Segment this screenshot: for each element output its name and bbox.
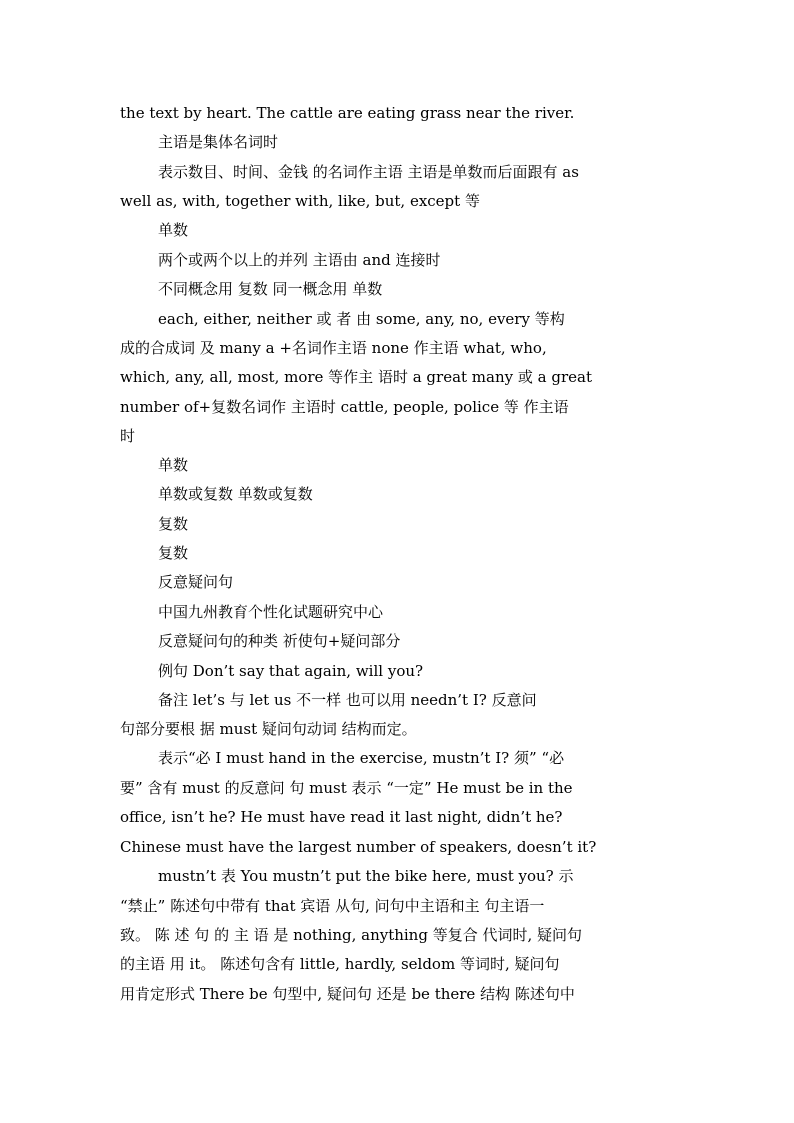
text-line-5: 单数 (158, 221, 189, 239)
text-line-22: 句部分要根 据 must 疑问句动词 结构而定。 (120, 720, 417, 738)
text-line-20: 例句 Don’t say that again, will you? (158, 662, 424, 680)
text-line-16: 复数 (158, 544, 189, 562)
text-line-24: 要” 含有 must 的反意问 句 must 表示 “一定” He must be in the (120, 779, 573, 797)
text-line-12: 时 (120, 427, 136, 445)
text-line-30: 的主语 用 it。 陈述句含有 little, hardly, seldom 等词时, 疑问句 (120, 955, 560, 973)
text-line-18: 中国九州教育个性化试题研究中心 (158, 603, 384, 621)
text-line-15: 复数 (158, 515, 189, 533)
text-line-31: 用肯定形式 There be 句型中, 疑问句 还是 be there 结构 陈述句中 (120, 985, 575, 1003)
text-line-4: well as, with, together with, like, but, except 等 (120, 192, 480, 210)
text-line-6: 两个或两个以上的并列 主语由 and 连接时 (158, 251, 441, 269)
text-line-13: 单数 (158, 456, 189, 474)
text-line-9: 成的合成词 及 many a +名词作主语 none 作主语 what, who, (120, 339, 547, 357)
text-line-17: 反意疑问句 (158, 573, 234, 591)
text-line-23: 表示“必 I must hand in the exercise, mustn’t I? 须” “必 (158, 749, 565, 767)
text-line-25: office, isn’t he? He must have read it last night, didn’t he? (120, 808, 563, 826)
text-line-26: Chinese must have the largest number of speakers, doesn’t it? (120, 838, 597, 856)
text-line-10: which, any, all, most, more 等作主 语时 a great many 或 a great (120, 368, 592, 386)
text-line-21: 备注 let’s 与 let us 不一样 也可以用 needn’t I? 反意问 (158, 691, 537, 709)
text-line-27: mustn’t 表 You mustn’t put the bike here, must you? 示 (158, 867, 574, 885)
text-line-14: 单数或复数 单数或复数 (158, 485, 313, 503)
text-line-1: the text by heart. The cattle are eating grass near the river. (120, 104, 575, 122)
text-line-28: “禁止” 陈述句中带有 that 宾语 从句, 问句中主语和主 句主语一 (120, 897, 545, 915)
text-line-8: each, either, neither 或 者 由 some, any, no, every 等构 (158, 310, 565, 328)
text-line-7: 不同概念用 复数 同一概念用 单数 (158, 280, 383, 298)
text-line-11: number of+复数名词作 主语时 cattle, people, police 等 作主语 (120, 398, 569, 416)
text-line-2: 主语是集体名词时 (158, 133, 279, 151)
text-line-29: 致。 陈 述 句 的 主 语 是 nothing, anything 等复合 代词时, 疑问句 (120, 926, 583, 944)
text-line-19: 反意疑问句的种类 祈使句+疑问部分 (158, 632, 401, 650)
text-line-3: 表示数目、时间、金钱 的名词作主语 主语是单数而后面跟有 as (158, 163, 579, 181)
